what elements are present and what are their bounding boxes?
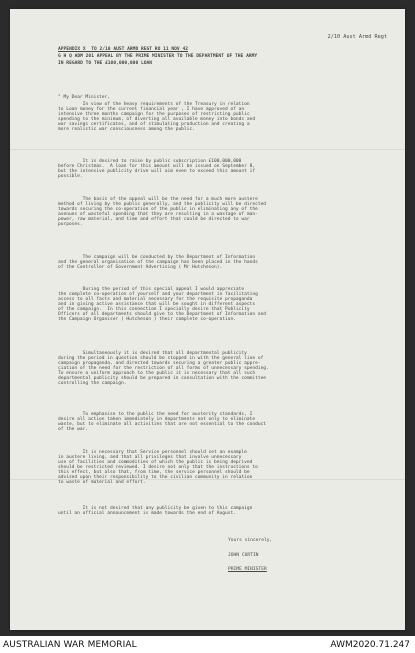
paragraph-1: In view of the heavy requirements of the Treasury in relation to Loan money for the current financial year , I have approved of an intensive three months campaign for the purposes of restricting public spending to the minimum, of diverting all available money into bonds and war savings certificates, and of stimulating production and creating a more realistic war consciousness among the public. xyxy=(58,102,256,133)
unit-reference: 2/10 Aust Armd Regt xyxy=(327,34,387,40)
institution-label: AUSTRALIAN WAR MEMORIAL xyxy=(3,640,137,650)
signature: JOHN CURTIN xyxy=(228,553,259,558)
paragraph-7: To emphasise to the public the need for austerity standards, I desire all action taken immediately in departments not only to eliminate waste, but to eliminate all activities that are not essential to the conduct of the war. xyxy=(58,412,267,433)
paragraph-8: It is necessary that Service personnel should set an example in austere living, and that all privileges that involve unnecessary use of facilities and commodities of which the public is being deprived should be restricted reviewed. I desire not only that the instructions to this effect, but also that, from time, the service personnel should be advised upon their responsibility to the civilian community in relation to waste of material and effort. xyxy=(58,450,258,486)
paragraph-3: The basis of the appeal will be the need for a much more austere method of living by the public generally, and the publicity will be directed towards securing the co-operation of the public in eliminating any of the avenues of wasteful spending that they are resulting in a wastage of man- power, raw material, and time and effort that could be directed to war purposes. xyxy=(58,197,267,228)
heading-line-1: APPENDIX X TO 2/10 AUST ARMD REGT RO 11 NOV 42 xyxy=(58,47,188,52)
fold-line xyxy=(10,149,405,150)
heading-line-2: G H Q ADM 201 APPEAL BY THE PRIME MINISTER TO THE DEPARTMENT OF THE ARMY xyxy=(58,54,258,59)
archive-footer xyxy=(0,636,415,653)
document-page xyxy=(10,9,405,630)
fold-line xyxy=(10,479,405,480)
paragraph-5: During the period of this special appeal I would appreciate the complete co-operation of yourself and your department in facilitating access to all facts and material necessary for the requisite propaganda and in giving active assistance that will be sought in different aspects of the campaign. In this connection I specially desire that Publicity Officers of all departments should give to the Department of Information and the Campaign Organiser ( Hutcheson ) their complete co-operation. xyxy=(58,287,267,323)
salutation: " My Dear Minister, xyxy=(58,95,111,100)
paragraph-4: The campaign will be conducted by the Department of Information and the general organisation of the campaign has been placed in the hands of the Controller of Government Advertising ( Mr Hutcheson). xyxy=(58,255,258,271)
paragraph-2: It is desired to raise by public subscription £100,000,000 before Christmas. A loan for this amount will be issued on September 8, but the intensive publicity drive will aim even to exceed this amount if possible. xyxy=(58,159,256,180)
heading-line-3: IN REGARD TO THE £100,000,000 LOAN xyxy=(58,61,153,66)
paragraph-6: Simultaneously it is desired that all departmental publicity during the period in question should be stopped in with the general line of campaign propaganda, and directed towards securing a greater public appre- ciation of the need for the restriction of all forms of unnecessary spending. To ensure a uniform approach to the public it is necessary that all such departmental publicity should be prepared in consultation with the committee controlling the campaign. xyxy=(58,351,269,387)
signatory-title: PRIME MINISTER xyxy=(228,567,267,572)
document-heading xyxy=(58,46,257,67)
paragraph-9: It is not desired that any publicity be given to this campaign until an official announcement is made towards the end of August. xyxy=(58,506,253,517)
closing: Yours sincerely, xyxy=(228,538,273,543)
accession-number: AWM2020.71.247 xyxy=(330,640,410,650)
